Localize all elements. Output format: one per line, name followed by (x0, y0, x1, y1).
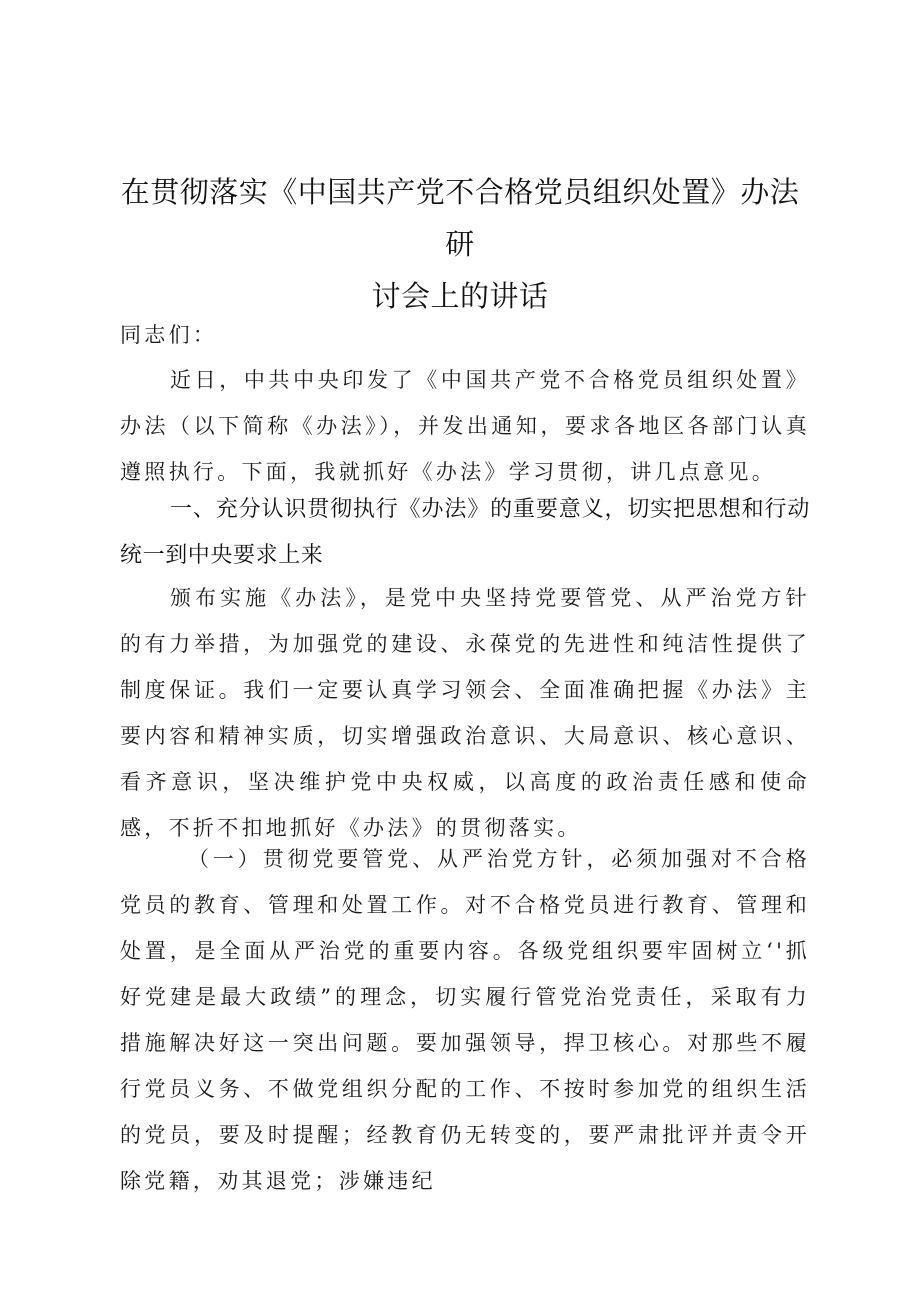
document-title-line-1: 在贯彻落实《中国共产党不合格党员组织处置》办法研 (120, 175, 800, 261)
section-heading-1: 一、充分认识贯彻执行《办法》的重要意义，切实把思想和行动统一到中央要求上来 (120, 497, 810, 568)
paragraph-intro: 近日，中共中央印发了《中国共产党不合格党员组织处置》办法（以下简称《办法》），并发出通知，要求各地区各部门认真遵照执行。下面，我就抓好《办法》学习贯彻，讲几点意见。 (120, 368, 810, 484)
document-title-line-2: 讨会上的讲话 (371, 279, 549, 313)
salutation: 同志们： (120, 323, 218, 347)
paragraph-significance: 颁布实施《办法》，是党中央坚持党要管党、从严治党方针的有力举措，为加强党的建设、永葆党的先进性和纯洁性提供了制度保证。我们一定要认真学习领会、全面准确把握《办法》主要内容和精神实质，切实增强政治意识、大局意识、核心意识、看齐意识，坚决维护党中央权威，以高度的政治责任感和使命感，不折不扣地抓好《办法》的贯彻落实。 (120, 586, 810, 840)
document-title (120, 166, 800, 322)
paragraph-subsection-1: （一）贯彻党要管党、从严治党方针，必须加强对不合格党员的教育、管理和处置工作。对不合格党员进行教育、管理和处置，是全面从严治党的重要内容。各级党组织要牢固树立‘'抓好党建是最大政绩”的理念，切实履行管党治党责任，采取有力措施解决好这一突出问题。要加强领导，捍卫核心。对那些不履行党员义务、不做党组织分配的工作、不按时参加党的组织生活的党员，要及时提醒；经教育仍无转变的，要严肃批评并责令开除党籍，劝其退党；涉嫌违纪 (120, 847, 810, 1193)
